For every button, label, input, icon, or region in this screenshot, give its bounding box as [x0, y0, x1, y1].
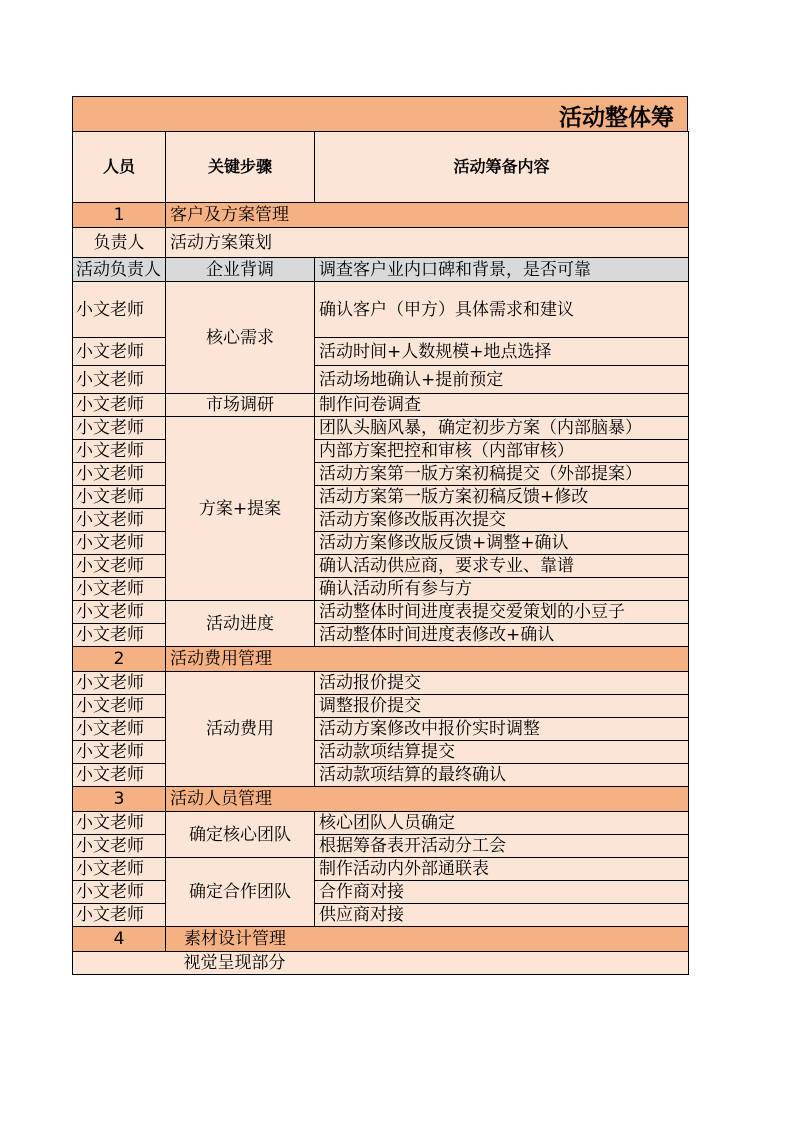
content-cell: 活动整体时间进度表提交爱策划的小豆子 [315, 601, 689, 624]
content-cell: 活动款项结算提交 [315, 741, 689, 764]
person-cell: 小文老师 [73, 835, 166, 858]
content-cell: 内部方案把控和审核（内部审核） [315, 440, 689, 463]
table-row [73, 463, 689, 486]
content-cell: 活动方案第一版方案初稿反馈+修改 [315, 486, 689, 509]
person-cell: 小文老师 [73, 578, 166, 601]
section-row [73, 927, 689, 952]
person-cell: 小文老师 [73, 366, 166, 394]
content-cell: 活动时间+人数规模+地点选择 [315, 338, 689, 366]
table-row [73, 718, 689, 741]
section-row [73, 647, 689, 672]
page-title: 活动整体筹 [559, 105, 674, 131]
person-cell: 小文老师 [73, 555, 166, 578]
table-row [73, 578, 689, 601]
content-cell: 供应商对接 [315, 904, 689, 927]
person-cell: 小文老师 [73, 881, 166, 904]
content-cell: 确认活动所有参与方 [315, 578, 689, 601]
person-cell [73, 952, 166, 975]
table-row [73, 282, 689, 338]
person-cell: 小文老师 [73, 394, 166, 417]
content-cell: 活动报价提交 [315, 672, 689, 695]
person-cell: 小文老师 [73, 812, 166, 835]
table-row [73, 555, 689, 578]
sub-person: 负责人 [73, 228, 166, 258]
section-name: 活动费用管理 [166, 647, 689, 672]
step-cell: 确定合作团队 [166, 858, 315, 927]
person-cell: 小文老师 [73, 741, 166, 764]
table-row [73, 858, 689, 881]
sub-name: 活动方案策划 [166, 228, 689, 258]
section-number: 4 [73, 927, 166, 952]
content-cell: 视觉呈现部分 [166, 952, 689, 975]
person-cell: 小文老师 [73, 904, 166, 927]
content-cell: 调整报价提交 [315, 695, 689, 718]
step-cell: 市场调研 [166, 394, 315, 417]
table-row [73, 835, 689, 858]
content-cell: 团队头脑风暴，确定初步方案（内部脑暴） [315, 417, 689, 440]
person-cell: 小文老师 [73, 858, 166, 881]
section-name: 素材设计管理 [166, 927, 689, 952]
step-cell: 企业背调 [166, 258, 315, 282]
table-row [73, 881, 689, 904]
plan-table [72, 131, 689, 975]
content-cell: 活动场地确认+提前预定 [315, 366, 689, 394]
content-cell: 制作问卷调查 [315, 394, 689, 417]
table-row [73, 509, 689, 532]
person-cell: 小文老师 [73, 440, 166, 463]
section-number: 3 [73, 787, 166, 812]
title-bar [72, 96, 688, 131]
table-row [73, 394, 689, 417]
table-row [73, 952, 689, 975]
step-cell: 方案+提案 [166, 417, 315, 601]
content-cell: 合作商对接 [315, 881, 689, 904]
table-row [73, 532, 689, 555]
table-row [73, 741, 689, 764]
table-row [73, 695, 689, 718]
table-row [73, 764, 689, 787]
person-cell: 小文老师 [73, 624, 166, 647]
table-row [73, 338, 689, 366]
header-content: 活动筹备内容 [315, 132, 689, 203]
person-cell: 小文老师 [73, 509, 166, 532]
table-row [73, 904, 689, 927]
person-cell: 小文老师 [73, 463, 166, 486]
person-cell: 小文老师 [73, 601, 166, 624]
person-cell: 小文老师 [73, 532, 166, 555]
table-row [73, 624, 689, 647]
table-row [73, 672, 689, 695]
person-cell: 小文老师 [73, 695, 166, 718]
content-cell: 调查客户业内口碑和背景，是否可靠 [315, 258, 689, 282]
table-row [73, 258, 689, 282]
table-row [73, 417, 689, 440]
content-cell: 活动整体时间进度表修改+确认 [315, 624, 689, 647]
section-number: 1 [73, 203, 166, 228]
content-cell: 确认活动供应商，要求专业、靠谱 [315, 555, 689, 578]
content-cell: 活动方案第一版方案初稿提交（外部提案） [315, 463, 689, 486]
table-row [73, 366, 689, 394]
spreadsheet [72, 96, 688, 975]
table-row [73, 440, 689, 463]
content-cell: 核心团队人员确定 [315, 812, 689, 835]
person-cell: 小文老师 [73, 417, 166, 440]
person-cell: 活动负责人 [73, 258, 166, 282]
person-cell: 小文老师 [73, 282, 166, 338]
content-cell: 活动方案修改版再次提交 [315, 509, 689, 532]
content-cell: 活动方案修改版反馈+调整+确认 [315, 532, 689, 555]
person-cell: 小文老师 [73, 718, 166, 741]
sub-section-row [73, 228, 689, 258]
content-cell: 根据筹备表开活动分工会 [315, 835, 689, 858]
table-row [73, 812, 689, 835]
content-cell: 活动方案修改中报价实时调整 [315, 718, 689, 741]
header-person: 人员 [73, 132, 166, 203]
header-row [73, 132, 689, 203]
section-row [73, 787, 689, 812]
person-cell: 小文老师 [73, 672, 166, 695]
header-step: 关键步骤 [166, 132, 315, 203]
content-cell: 确认客户（甲方）具体需求和建议 [315, 282, 689, 338]
content-cell: 制作活动内外部通联表 [315, 858, 689, 881]
content-cell: 活动款项结算的最终确认 [315, 764, 689, 787]
step-cell: 活动费用 [166, 672, 315, 787]
section-name: 客户及方案管理 [166, 203, 689, 228]
step-cell: 核心需求 [166, 282, 315, 394]
section-name: 活动人员管理 [166, 787, 689, 812]
table-row [73, 486, 689, 509]
step-cell: 确定核心团队 [166, 812, 315, 858]
section-number: 2 [73, 647, 166, 672]
step-cell: 活动进度 [166, 601, 315, 647]
person-cell: 小文老师 [73, 764, 166, 787]
person-cell: 小文老师 [73, 338, 166, 366]
section-row [73, 203, 689, 228]
person-cell: 小文老师 [73, 486, 166, 509]
table-row [73, 601, 689, 624]
